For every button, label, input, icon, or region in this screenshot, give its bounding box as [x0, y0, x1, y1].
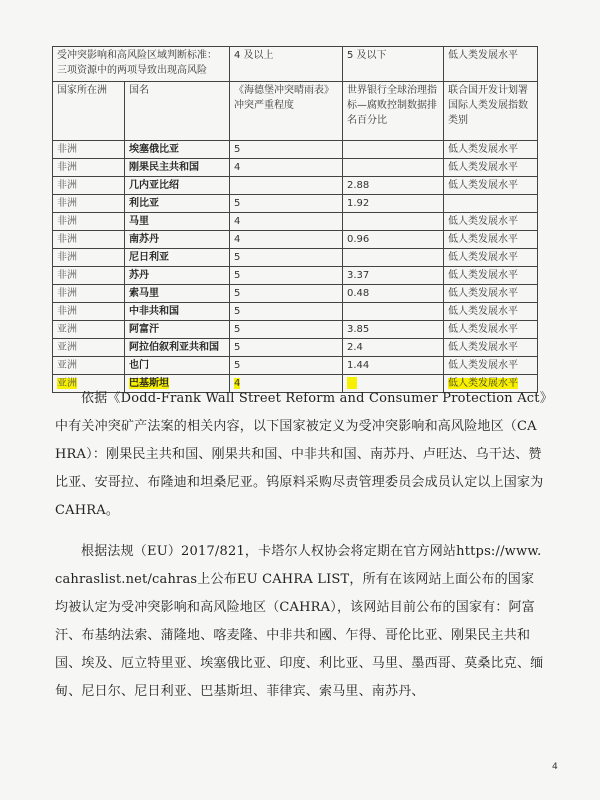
hdi-category-cell-text: 低人类发展水平	[448, 270, 518, 281]
conflict-score-cell	[230, 285, 343, 303]
country-cell-text: 刚果民主共和国	[129, 162, 199, 173]
corruption-rank-cell	[343, 231, 444, 249]
country-cell-text: 南苏丹	[129, 234, 159, 245]
country-cell-text: 几内亚比绍	[129, 180, 179, 191]
header-conflict: 《海德堡冲突晴雨表》冲突严重程度	[230, 82, 343, 141]
corruption-rank-cell	[343, 213, 444, 231]
region-cell-text: 非洲	[57, 198, 77, 209]
table-row	[53, 195, 538, 213]
hdi-category-cell-text: 低人类发展水平	[448, 342, 518, 353]
table-row	[53, 303, 538, 321]
country-cell	[125, 303, 230, 321]
country-cell	[125, 159, 230, 177]
corruption-rank-cell	[343, 357, 444, 375]
header-corruption: 世界银行全球治理指标—腐败控制数据排名百分比	[343, 82, 444, 141]
conflict-score-cell	[230, 213, 343, 231]
criteria-label-cell: 受冲突影响和高风险区域判断标准：三项资源中的两项导致出现高风险	[53, 47, 230, 82]
page-number: 4	[552, 762, 558, 772]
hdi-category-cell	[444, 195, 538, 213]
region-cell-text: 亚洲	[57, 360, 77, 371]
country-cell	[125, 267, 230, 285]
conflict-score-cell-text: 4	[234, 216, 241, 227]
hdi-category-cell	[444, 285, 538, 303]
hdi-category-cell	[444, 213, 538, 231]
region-cell	[53, 339, 125, 357]
region-cell	[53, 195, 125, 213]
corruption-rank-cell-text: 1.92	[347, 198, 370, 209]
hdi-category-cell	[444, 141, 538, 159]
paragraph-eu-regulation	[55, 538, 547, 706]
table-header-row	[53, 47, 538, 82]
country-cell	[125, 231, 230, 249]
conflict-score-cell	[230, 267, 343, 285]
country-cell	[125, 339, 230, 357]
region-cell	[53, 177, 125, 195]
hdi-category-cell	[444, 303, 538, 321]
corruption-rank-cell-text: 1.44	[347, 360, 370, 371]
table-row	[53, 231, 538, 249]
table-row	[53, 339, 538, 357]
region-cell-text: 非洲	[57, 216, 77, 227]
conflict-score-cell-text: 4	[234, 378, 241, 389]
country-cell-text: 中非共和国	[129, 306, 179, 317]
paragraph-1-text: 依据《Dodd-Frank Wall Street Reform and Consumer Protection Act》中有关冲突矿产法案的相关内容，以下国家被定义为受冲突影响和高风险地区（CAHRA）：刚果民主共和国、刚果共和国、中非共和国、南苏丹、卢旺达、乌干达、赞比亚、安哥拉、布隆迪和坦桑尼亚。钨原料采购尽责管理委员会成员认定以上国家为CAHRA。	[55, 391, 547, 518]
conflict-score-cell-text: 5	[234, 288, 241, 299]
country-cell-text: 也门	[129, 360, 149, 371]
threshold-corruption: 5 及以下	[343, 47, 444, 82]
table-row	[53, 159, 538, 177]
corruption-rank-cell	[343, 177, 444, 195]
hdi-category-cell	[444, 231, 538, 249]
country-cell	[125, 285, 230, 303]
country-cell	[125, 177, 230, 195]
country-cell-text: 埃塞俄比亚	[129, 144, 179, 155]
country-cell	[125, 321, 230, 339]
table-row	[53, 285, 538, 303]
table-row	[53, 249, 538, 267]
corruption-rank-cell	[343, 267, 444, 285]
table-row	[53, 321, 538, 339]
hdi-category-cell-text: 低人类发展水平	[448, 144, 518, 155]
hdi-category-cell-text: 低人类发展水平	[448, 378, 518, 389]
header-region: 国家所在洲	[53, 82, 125, 141]
table-row	[53, 357, 538, 375]
conflict-score-cell	[230, 357, 343, 375]
conflict-score-cell	[230, 141, 343, 159]
conflict-score-cell-text: 4	[234, 162, 241, 173]
region-cell	[53, 357, 125, 375]
conflict-score-cell	[230, 339, 343, 357]
region-cell	[53, 285, 125, 303]
paragraph-2-text: 根据法规（EU）2017/821，卡塔尔人权协会将定期在官方网站https://www.cahraslist.net/cahras上公布EU CAHRA LIST，所有在该网站上面公布的国家均被认定为受冲突影响和高风险地区（CAHRA），该网站目前公布的国家有：阿富汗、布基纳法索、蒲隆地、喀麦隆、中非共和國、乍得、哥伦比亚、刚果民主共和国、埃及、厄立特里亚、埃塞俄比亚、印度、利比亚、马里、墨西哥、莫桑比克、缅甸、尼日尔、尼日利亚、巴基斯坦、菲律宾、索马里、南苏丹、	[55, 544, 544, 699]
country-cell-text: 尼日利亚	[129, 252, 169, 263]
hdi-category-cell-text: 低人类发展水平	[448, 180, 518, 191]
corruption-rank-cell	[343, 195, 444, 213]
region-cell	[53, 267, 125, 285]
region-cell	[53, 303, 125, 321]
corruption-rank-cell	[343, 249, 444, 267]
region-cell	[53, 231, 125, 249]
hdi-category-cell-text: 低人类发展水平	[448, 288, 518, 299]
corruption-rank-cell-text: 0.48	[347, 288, 370, 299]
country-cell-text: 阿富汗	[129, 324, 159, 335]
hdi-category-cell-text: 低人类发展水平	[448, 324, 518, 335]
region-cell-text: 非洲	[57, 162, 77, 173]
hdi-category-cell	[444, 357, 538, 375]
region-cell	[53, 213, 125, 231]
country-cell	[125, 357, 230, 375]
hdi-category-cell-text: 低人类发展水平	[448, 162, 518, 173]
country-cell-text: 马里	[129, 216, 149, 227]
conflict-score-cell	[230, 177, 343, 195]
country-cell-text: 苏丹	[129, 270, 149, 281]
conflict-score-cell-text: 5	[234, 306, 241, 317]
country-cell-text: 阿拉伯叙利亚共和国	[129, 342, 219, 353]
corruption-rank-cell	[343, 339, 444, 357]
conflict-score-cell	[230, 231, 343, 249]
conflict-score-cell-text: 5	[234, 270, 241, 281]
conflict-score-cell-text: 5	[234, 144, 241, 155]
header-hdi: 联合国开发计划署国际人类发展指数类别	[444, 82, 538, 141]
country-cell	[125, 141, 230, 159]
country-cell	[125, 213, 230, 231]
conflict-score-cell	[230, 249, 343, 267]
region-cell-text: 非洲	[57, 270, 77, 281]
conflict-score-cell	[230, 159, 343, 177]
corruption-rank-cell	[343, 285, 444, 303]
country-cell	[125, 195, 230, 213]
corruption-rank-cell	[343, 303, 444, 321]
conflict-score-cell	[230, 195, 343, 213]
corruption-rank-cell	[343, 159, 444, 177]
threshold-conflict: 4 及以上	[230, 47, 343, 82]
corruption-rank-cell	[343, 321, 444, 339]
hdi-category-cell	[444, 159, 538, 177]
country-cell-text: 巴基斯坦	[129, 378, 169, 389]
region-cell	[53, 249, 125, 267]
conflict-score-cell-text: 5	[234, 342, 241, 353]
region-cell	[53, 321, 125, 339]
conflict-score-cell-text: 5	[234, 324, 241, 335]
hdi-category-cell	[444, 249, 538, 267]
region-cell-text: 非洲	[57, 306, 77, 317]
hdi-category-cell	[444, 321, 538, 339]
table-row	[53, 267, 538, 285]
region-cell-text: 非洲	[57, 288, 77, 299]
country-cell-text: 利比亚	[129, 198, 159, 209]
table-row	[53, 141, 538, 159]
hdi-category-cell-text: 低人类发展水平	[448, 234, 518, 245]
region-cell	[53, 159, 125, 177]
conflict-score-cell-text: 4	[234, 234, 241, 245]
corruption-rank-cell-text: 2.88	[347, 180, 370, 191]
corruption-rank-cell-text: 2.4	[347, 342, 363, 353]
region-cell-text: 亚洲	[57, 324, 77, 335]
corruption-rank-cell-text: 0.96	[347, 234, 370, 245]
hdi-category-cell-text: 低人类发展水平	[448, 360, 518, 371]
region-cell-text: 非洲	[57, 252, 77, 263]
hdi-category-cell	[444, 339, 538, 357]
conflict-score-cell	[230, 303, 343, 321]
region-cell-text: 非洲	[57, 180, 77, 191]
hdi-category-cell-text: 低人类发展水平	[448, 216, 518, 227]
corruption-rank-cell	[343, 141, 444, 159]
table-row	[53, 177, 538, 195]
region-cell-text: 非洲	[57, 144, 77, 155]
table-row	[53, 213, 538, 231]
country-cell-text: 索马里	[129, 288, 159, 299]
hdi-category-cell-text: 低人类发展水平	[448, 306, 518, 317]
corruption-rank-cell-text: 3.85	[347, 324, 370, 335]
conflict-score-cell-text: 5	[234, 198, 241, 209]
region-cell-text: 亚洲	[57, 378, 77, 389]
conflict-score-cell	[230, 321, 343, 339]
paragraph-dodd-frank	[55, 385, 547, 525]
conflict-score-cell-text: 5	[234, 252, 241, 263]
threshold-hdi: 低人类发展水平	[444, 47, 538, 82]
region-cell-text: 非洲	[57, 234, 77, 245]
region-cell	[53, 141, 125, 159]
header-country: 国名	[125, 82, 230, 141]
conflict-score-cell-text: 5	[234, 360, 241, 371]
hdi-category-cell-text: 低人类发展水平	[448, 252, 518, 263]
region-cell-text: 亚洲	[57, 342, 77, 353]
cahra-criteria-table	[52, 46, 538, 393]
country-cell	[125, 249, 230, 267]
table-column-header-row	[53, 82, 538, 141]
corruption-rank-cell-text: 3.37	[347, 270, 370, 281]
hdi-category-cell	[444, 177, 538, 195]
hdi-category-cell	[444, 267, 538, 285]
